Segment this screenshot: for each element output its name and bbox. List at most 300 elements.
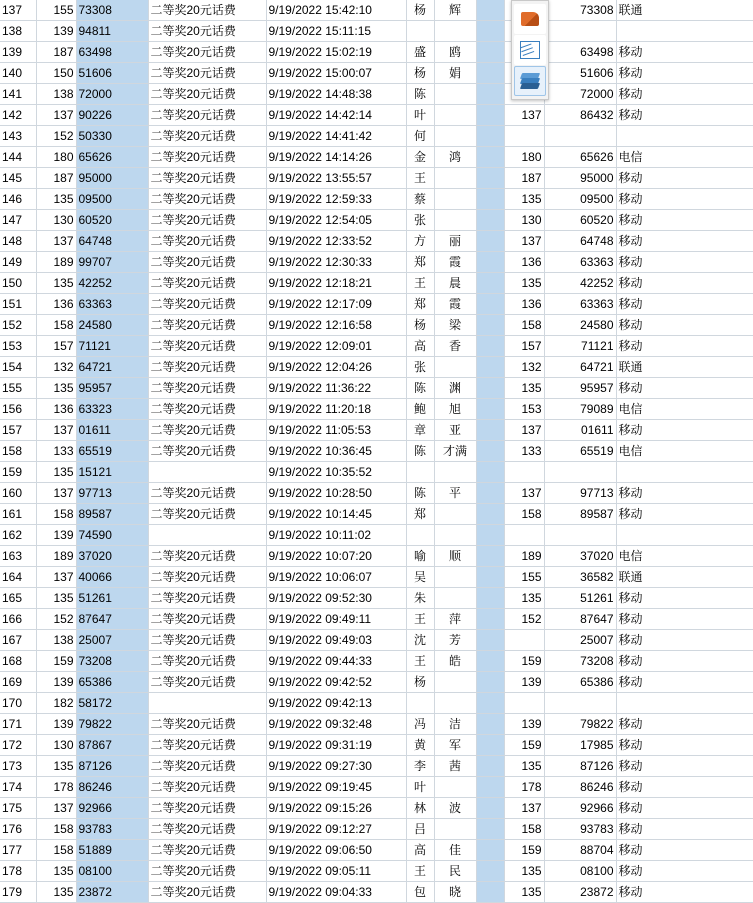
row-header[interactable]: 141: [0, 84, 36, 105]
row-header[interactable]: 147: [0, 210, 36, 231]
cell-carrier[interactable]: 联通: [616, 0, 753, 21]
cell-blank[interactable]: [476, 840, 504, 861]
cell-blank[interactable]: [476, 84, 504, 105]
table-row[interactable]: [0, 483, 753, 504]
cell-surname[interactable]: 王: [406, 273, 434, 294]
cell-code[interactable]: 94811: [76, 21, 148, 42]
cell-code[interactable]: 51261: [76, 588, 148, 609]
cell-num1[interactable]: 135: [36, 378, 76, 399]
cell-num1[interactable]: 157: [36, 336, 76, 357]
cell-surname[interactable]: 陈: [406, 483, 434, 504]
cell-code[interactable]: 74590: [76, 525, 148, 546]
cell-num1[interactable]: 139: [36, 21, 76, 42]
cell-num2[interactable]: [504, 126, 544, 147]
cell-num1[interactable]: 187: [36, 42, 76, 63]
cell-code[interactable]: 40066: [76, 567, 148, 588]
row-header[interactable]: 178: [0, 861, 36, 882]
cell-surname[interactable]: 杨: [406, 63, 434, 84]
cell-num2[interactable]: 136: [504, 294, 544, 315]
cell-code2[interactable]: 09500: [544, 189, 616, 210]
cell-given[interactable]: 渊: [434, 378, 476, 399]
cell-num1[interactable]: 189: [36, 252, 76, 273]
cell-datetime[interactable]: 9/19/2022 14:42:14: [266, 105, 406, 126]
cell-code2[interactable]: 71121: [544, 336, 616, 357]
cell-given[interactable]: [434, 210, 476, 231]
table-row[interactable]: [0, 147, 753, 168]
cell-carrier[interactable]: 移动: [616, 714, 753, 735]
cell-num1[interactable]: 130: [36, 735, 76, 756]
table-row[interactable]: [0, 84, 753, 105]
cell-prize[interactable]: 二等奖20元话费: [148, 630, 266, 651]
cell-num2[interactable]: 159: [504, 651, 544, 672]
cell-num2[interactable]: 159: [504, 735, 544, 756]
cell-num2[interactable]: 189: [504, 546, 544, 567]
cell-given[interactable]: [434, 21, 476, 42]
cell-datetime[interactable]: 9/19/2022 10:07:20: [266, 546, 406, 567]
cell-prize[interactable]: [148, 525, 266, 546]
cell-blank[interactable]: [476, 441, 504, 462]
cell-num2[interactable]: 157: [504, 336, 544, 357]
cell-num1[interactable]: 150: [36, 63, 76, 84]
cell-datetime[interactable]: 9/19/2022 10:14:45: [266, 504, 406, 525]
cell-surname[interactable]: 包: [406, 882, 434, 903]
cell-given[interactable]: 霞: [434, 294, 476, 315]
cell-num1[interactable]: 180: [36, 147, 76, 168]
cell-carrier[interactable]: 移动: [616, 630, 753, 651]
cell-carrier[interactable]: 移动: [616, 252, 753, 273]
cell-code[interactable]: 42252: [76, 273, 148, 294]
cell-blank[interactable]: [476, 693, 504, 714]
cell-num1[interactable]: 137: [36, 231, 76, 252]
cell-surname[interactable]: 金: [406, 147, 434, 168]
cell-surname[interactable]: 吴: [406, 567, 434, 588]
cell-given[interactable]: 波: [434, 798, 476, 819]
cell-surname[interactable]: [406, 462, 434, 483]
cell-code2[interactable]: 60520: [544, 210, 616, 231]
table-row[interactable]: [0, 105, 753, 126]
cell-blank[interactable]: [476, 630, 504, 651]
cell-given[interactable]: [434, 357, 476, 378]
row-header[interactable]: 152: [0, 315, 36, 336]
cell-blank[interactable]: [476, 63, 504, 84]
cell-code2[interactable]: 79089: [544, 399, 616, 420]
cell-num1[interactable]: 152: [36, 609, 76, 630]
cell-code2[interactable]: [544, 525, 616, 546]
cell-code2[interactable]: 64748: [544, 231, 616, 252]
cell-carrier[interactable]: 移动: [616, 840, 753, 861]
cell-surname[interactable]: 杨: [406, 672, 434, 693]
cell-surname[interactable]: 朱: [406, 588, 434, 609]
cell-prize[interactable]: 二等奖20元话费: [148, 819, 266, 840]
cell-num1[interactable]: 136: [36, 294, 76, 315]
cell-datetime[interactable]: 9/19/2022 10:11:02: [266, 525, 406, 546]
cell-blank[interactable]: [476, 462, 504, 483]
cell-num1[interactable]: 178: [36, 777, 76, 798]
cell-num1[interactable]: 138: [36, 630, 76, 651]
cell-num2[interactable]: 135: [504, 273, 544, 294]
cell-code2[interactable]: 95957: [544, 378, 616, 399]
cell-given[interactable]: 皓: [434, 651, 476, 672]
cell-num2[interactable]: 135: [504, 882, 544, 903]
cell-num2[interactable]: 136: [504, 252, 544, 273]
cell-prize[interactable]: 二等奖20元话费: [148, 168, 266, 189]
cell-prize[interactable]: 二等奖20元话费: [148, 420, 266, 441]
cell-carrier[interactable]: 移动: [616, 861, 753, 882]
table-row[interactable]: [0, 882, 753, 903]
cell-blank[interactable]: [476, 714, 504, 735]
cell-given[interactable]: 辉: [434, 0, 476, 21]
cell-num2[interactable]: 137: [504, 231, 544, 252]
cell-given[interactable]: [434, 588, 476, 609]
cell-prize[interactable]: 二等奖20元话费: [148, 294, 266, 315]
cell-datetime[interactable]: 9/19/2022 13:55:57: [266, 168, 406, 189]
row-header[interactable]: 155: [0, 378, 36, 399]
row-header[interactable]: 138: [0, 21, 36, 42]
table-row[interactable]: [0, 231, 753, 252]
cell-carrier[interactable]: 移动: [616, 504, 753, 525]
cell-datetime[interactable]: 9/19/2022 12:04:26: [266, 357, 406, 378]
cell-prize[interactable]: 二等奖20元话费: [148, 42, 266, 63]
cell-datetime[interactable]: 9/19/2022 11:20:18: [266, 399, 406, 420]
cell-carrier[interactable]: 移动: [616, 672, 753, 693]
cell-prize[interactable]: 二等奖20元话费: [148, 210, 266, 231]
table-row[interactable]: [0, 672, 753, 693]
cell-code[interactable]: 01611: [76, 420, 148, 441]
cell-prize[interactable]: 二等奖20元话费: [148, 84, 266, 105]
cell-code2[interactable]: 63498: [544, 42, 616, 63]
cell-surname[interactable]: 叶: [406, 105, 434, 126]
cell-code2[interactable]: 86432: [544, 105, 616, 126]
cell-num1[interactable]: 158: [36, 840, 76, 861]
cell-num1[interactable]: 137: [36, 798, 76, 819]
cell-prize[interactable]: 二等奖20元话费: [148, 252, 266, 273]
row-header[interactable]: 139: [0, 42, 36, 63]
cell-carrier[interactable]: 电信: [616, 441, 753, 462]
row-header[interactable]: 158: [0, 441, 36, 462]
cell-code[interactable]: 08100: [76, 861, 148, 882]
cell-carrier[interactable]: 移动: [616, 189, 753, 210]
cell-num2[interactable]: 187: [504, 168, 544, 189]
cell-surname[interactable]: 吕: [406, 819, 434, 840]
cell-blank[interactable]: [476, 357, 504, 378]
cell-datetime[interactable]: 9/19/2022 09:19:45: [266, 777, 406, 798]
cell-num1[interactable]: 189: [36, 546, 76, 567]
cell-datetime[interactable]: 9/19/2022 09:04:33: [266, 882, 406, 903]
cell-num1[interactable]: 158: [36, 819, 76, 840]
table-row[interactable]: [0, 504, 753, 525]
table-row[interactable]: [0, 609, 753, 630]
cell-carrier[interactable]: 移动: [616, 420, 753, 441]
cell-datetime[interactable]: 9/19/2022 11:36:22: [266, 378, 406, 399]
cell-given[interactable]: 晓: [434, 882, 476, 903]
cell-num1[interactable]: 133: [36, 441, 76, 462]
table-row[interactable]: [0, 126, 753, 147]
cell-code[interactable]: 73308: [76, 0, 148, 21]
table-row[interactable]: [0, 378, 753, 399]
cell-prize[interactable]: [148, 462, 266, 483]
cell-given[interactable]: [434, 462, 476, 483]
row-header[interactable]: 169: [0, 672, 36, 693]
cell-prize[interactable]: 二等奖20元话费: [148, 756, 266, 777]
row-header[interactable]: 167: [0, 630, 36, 651]
cell-code2[interactable]: 87647: [544, 609, 616, 630]
cell-prize[interactable]: 二等奖20元话费: [148, 231, 266, 252]
cell-given[interactable]: 萍: [434, 609, 476, 630]
row-header[interactable]: 179: [0, 882, 36, 903]
cell-carrier[interactable]: 移动: [616, 756, 753, 777]
cell-surname[interactable]: 叶: [406, 777, 434, 798]
cell-carrier[interactable]: 联通: [616, 357, 753, 378]
cell-prize[interactable]: 二等奖20元话费: [148, 840, 266, 861]
cell-code2[interactable]: 97713: [544, 483, 616, 504]
row-header[interactable]: 154: [0, 357, 36, 378]
cell-carrier[interactable]: 移动: [616, 336, 753, 357]
cell-code2[interactable]: 87126: [544, 756, 616, 777]
cell-prize[interactable]: 二等奖20元话费: [148, 651, 266, 672]
row-header[interactable]: 175: [0, 798, 36, 819]
cell-blank[interactable]: [476, 126, 504, 147]
cell-carrier[interactable]: [616, 525, 753, 546]
cell-given[interactable]: 亚: [434, 420, 476, 441]
cell-num2[interactable]: 159: [504, 840, 544, 861]
cell-blank[interactable]: [476, 525, 504, 546]
cell-given[interactable]: 顺: [434, 546, 476, 567]
cell-num1[interactable]: 137: [36, 567, 76, 588]
cell-given[interactable]: 洁: [434, 714, 476, 735]
cell-code2[interactable]: 25007: [544, 630, 616, 651]
cell-surname[interactable]: 杨: [406, 0, 434, 21]
cell-num1[interactable]: 135: [36, 462, 76, 483]
table-row[interactable]: [0, 651, 753, 672]
cell-num1[interactable]: 135: [36, 861, 76, 882]
row-header[interactable]: 165: [0, 588, 36, 609]
cell-code[interactable]: 97713: [76, 483, 148, 504]
cell-num2[interactable]: 135: [504, 378, 544, 399]
table-row[interactable]: [0, 0, 753, 21]
cell-carrier[interactable]: 移动: [616, 483, 753, 504]
cell-num2[interactable]: 158: [504, 819, 544, 840]
cell-code[interactable]: 64748: [76, 231, 148, 252]
cell-code2[interactable]: 51261: [544, 588, 616, 609]
cell-carrier[interactable]: [616, 126, 753, 147]
cell-blank[interactable]: [476, 273, 504, 294]
cell-given[interactable]: 茜: [434, 756, 476, 777]
row-header[interactable]: 146: [0, 189, 36, 210]
cell-code[interactable]: 71121: [76, 336, 148, 357]
cell-num2[interactable]: 158: [504, 504, 544, 525]
table-row[interactable]: [0, 462, 753, 483]
row-header[interactable]: 173: [0, 756, 36, 777]
cell-prize[interactable]: 二等奖20元话费: [148, 315, 266, 336]
cell-blank[interactable]: [476, 231, 504, 252]
cell-given[interactable]: 平: [434, 483, 476, 504]
row-header[interactable]: 160: [0, 483, 36, 504]
cell-carrier[interactable]: 移动: [616, 735, 753, 756]
cell-code[interactable]: 87126: [76, 756, 148, 777]
cell-num1[interactable]: 152: [36, 126, 76, 147]
table-row[interactable]: [0, 273, 753, 294]
cell-code[interactable]: 63323: [76, 399, 148, 420]
cell-num2[interactable]: 180: [504, 147, 544, 168]
cell-num2[interactable]: 152: [504, 609, 544, 630]
cell-surname[interactable]: 盛: [406, 42, 434, 63]
floating-mini-toolbar[interactable]: [511, 0, 549, 100]
table-row[interactable]: [0, 819, 753, 840]
cell-prize[interactable]: 二等奖20元话费: [148, 378, 266, 399]
cell-code[interactable]: 65519: [76, 441, 148, 462]
cell-blank[interactable]: [476, 756, 504, 777]
cell-code2[interactable]: 08100: [544, 861, 616, 882]
cell-code[interactable]: 50330: [76, 126, 148, 147]
cell-datetime[interactable]: 9/19/2022 09:15:26: [266, 798, 406, 819]
row-header[interactable]: 157: [0, 420, 36, 441]
cell-surname[interactable]: 喻: [406, 546, 434, 567]
cell-code2[interactable]: 65626: [544, 147, 616, 168]
cell-code[interactable]: 09500: [76, 189, 148, 210]
cell-given[interactable]: [434, 126, 476, 147]
cell-prize[interactable]: 二等奖20元话费: [148, 861, 266, 882]
cell-code[interactable]: 63498: [76, 42, 148, 63]
cell-surname[interactable]: 冯: [406, 714, 434, 735]
cell-datetime[interactable]: 9/19/2022 15:02:19: [266, 42, 406, 63]
cell-prize[interactable]: 二等奖20元话费: [148, 609, 266, 630]
cell-code2[interactable]: 65386: [544, 672, 616, 693]
cell-code[interactable]: 90226: [76, 105, 148, 126]
cell-code2[interactable]: [544, 693, 616, 714]
cell-surname[interactable]: 李: [406, 756, 434, 777]
cell-carrier[interactable]: 移动: [616, 231, 753, 252]
cell-prize[interactable]: 二等奖20元话费: [148, 0, 266, 21]
cell-code[interactable]: 60520: [76, 210, 148, 231]
table-row[interactable]: [0, 315, 753, 336]
cell-carrier[interactable]: 移动: [616, 819, 753, 840]
cell-code[interactable]: 95957: [76, 378, 148, 399]
cell-given[interactable]: 芳: [434, 630, 476, 651]
cell-datetime[interactable]: 9/19/2022 10:06:07: [266, 567, 406, 588]
cell-carrier[interactable]: [616, 693, 753, 714]
row-header[interactable]: 174: [0, 777, 36, 798]
cell-blank[interactable]: [476, 336, 504, 357]
cell-num1[interactable]: 135: [36, 756, 76, 777]
cell-blank[interactable]: [476, 21, 504, 42]
cell-code[interactable]: 64721: [76, 357, 148, 378]
cell-given[interactable]: [434, 672, 476, 693]
cell-num1[interactable]: 138: [36, 84, 76, 105]
cell-surname[interactable]: 陈: [406, 441, 434, 462]
cell-datetime[interactable]: 9/19/2022 11:05:53: [266, 420, 406, 441]
cell-prize[interactable]: 二等奖20元话费: [148, 273, 266, 294]
cell-blank[interactable]: [476, 777, 504, 798]
cell-blank[interactable]: [476, 483, 504, 504]
cell-given[interactable]: 民: [434, 861, 476, 882]
cell-num2[interactable]: 158: [504, 315, 544, 336]
cell-code[interactable]: 99707: [76, 252, 148, 273]
cell-code[interactable]: 37020: [76, 546, 148, 567]
cell-given[interactable]: [434, 567, 476, 588]
cell-carrier[interactable]: 电信: [616, 147, 753, 168]
cell-prize[interactable]: 二等奖20元话费: [148, 336, 266, 357]
cell-num2[interactable]: 137: [504, 420, 544, 441]
row-header[interactable]: 156: [0, 399, 36, 420]
cell-given[interactable]: 丽: [434, 231, 476, 252]
cell-code[interactable]: 93783: [76, 819, 148, 840]
table-row[interactable]: [0, 63, 753, 84]
cell-prize[interactable]: 二等奖20元话费: [148, 147, 266, 168]
cell-num1[interactable]: 135: [36, 882, 76, 903]
paint-format-icon[interactable]: [514, 4, 546, 34]
cell-num2[interactable]: 139: [504, 672, 544, 693]
cell-code2[interactable]: [544, 462, 616, 483]
cell-carrier[interactable]: 移动: [616, 609, 753, 630]
cell-surname[interactable]: 杨: [406, 315, 434, 336]
cell-code[interactable]: 65626: [76, 147, 148, 168]
cell-datetime[interactable]: 9/19/2022 09:27:30: [266, 756, 406, 777]
table-row[interactable]: [0, 777, 753, 798]
cell-given[interactable]: [434, 777, 476, 798]
cell-given[interactable]: [434, 105, 476, 126]
cell-given[interactable]: 霞: [434, 252, 476, 273]
cell-prize[interactable]: 二等奖20元话费: [148, 399, 266, 420]
cell-prize[interactable]: 二等奖20元话费: [148, 798, 266, 819]
cell-surname[interactable]: 何: [406, 126, 434, 147]
cell-num2[interactable]: [504, 630, 544, 651]
row-header[interactable]: 150: [0, 273, 36, 294]
cell-num2[interactable]: 135: [504, 588, 544, 609]
cell-surname[interactable]: 王: [406, 609, 434, 630]
cell-code[interactable]: 65386: [76, 672, 148, 693]
cell-datetime[interactable]: 9/19/2022 12:17:09: [266, 294, 406, 315]
cell-code2[interactable]: 73208: [544, 651, 616, 672]
row-header[interactable]: 163: [0, 546, 36, 567]
chart-icon[interactable]: [514, 35, 546, 65]
cell-given[interactable]: 才满: [434, 441, 476, 462]
cell-blank[interactable]: [476, 567, 504, 588]
cell-surname[interactable]: 高: [406, 840, 434, 861]
row-header[interactable]: 142: [0, 105, 36, 126]
row-header[interactable]: 166: [0, 609, 36, 630]
cell-code2[interactable]: [544, 21, 616, 42]
cell-code2[interactable]: 93783: [544, 819, 616, 840]
cell-code[interactable]: 95000: [76, 168, 148, 189]
cell-given[interactable]: 鸿: [434, 147, 476, 168]
cell-blank[interactable]: [476, 651, 504, 672]
cell-surname[interactable]: [406, 525, 434, 546]
cell-num2[interactable]: 153: [504, 399, 544, 420]
cell-datetime[interactable]: 9/19/2022 10:36:45: [266, 441, 406, 462]
cell-num2[interactable]: 135: [504, 756, 544, 777]
row-header[interactable]: 148: [0, 231, 36, 252]
cell-code2[interactable]: 24580: [544, 315, 616, 336]
table-row[interactable]: [0, 399, 753, 420]
cell-prize[interactable]: 二等奖20元话费: [148, 483, 266, 504]
cell-blank[interactable]: [476, 861, 504, 882]
cell-datetime[interactable]: 9/19/2022 09:05:11: [266, 861, 406, 882]
cell-num1[interactable]: 159: [36, 651, 76, 672]
cell-blank[interactable]: [476, 504, 504, 525]
cell-num1[interactable]: 187: [36, 168, 76, 189]
cell-carrier[interactable]: 电信: [616, 399, 753, 420]
table-row[interactable]: [0, 42, 753, 63]
cell-given[interactable]: 旭: [434, 399, 476, 420]
cell-num2[interactable]: 137: [504, 798, 544, 819]
cell-code[interactable]: 24580: [76, 315, 148, 336]
table-row[interactable]: [0, 168, 753, 189]
cell-blank[interactable]: [476, 819, 504, 840]
cell-code2[interactable]: 64721: [544, 357, 616, 378]
cell-blank[interactable]: [476, 294, 504, 315]
cell-code2[interactable]: 51606: [544, 63, 616, 84]
cell-datetime[interactable]: 9/19/2022 10:28:50: [266, 483, 406, 504]
